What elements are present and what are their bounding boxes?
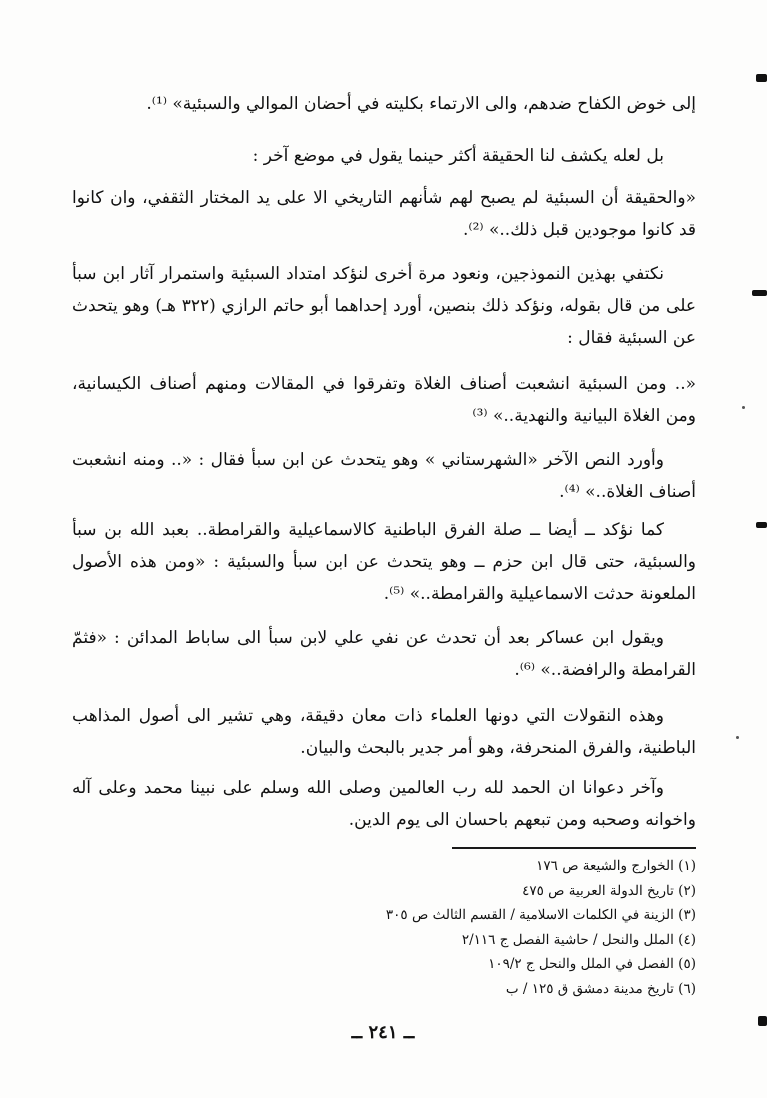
scan-edge-mark [756, 74, 767, 82]
paragraph-8: ويقول ابن عساكر بعد أن تحدث عن نفي علي لابن سبأ الى ساباط المدائن : «فثمّ القرامطة والرافضة..» ⁽⁶⁾. [72, 628, 696, 680]
paragraph-1: إلى خوض الكفاح ضدهم، والى الارتماء بكليته في أحضان الموالي والسبئية» ⁽¹⁾. [146, 94, 696, 114]
page-number: ــ ٢٤١ ــ [351, 1022, 415, 1043]
paragraph-7: كما نؤكد ــ أيضا ــ صلة الفرق الباطنية كالاسماعيلية والقرامطة.. بعبد الله بن سبأ والسبئية، حتى قال ابن حزم ــ وهو يتحدث عن ابن سبأ والسبئية : «ومن هذه الأصول الملعونة حدثت الاسماعيلية والقرامطة..» ⁽⁵⁾. [72, 520, 696, 604]
paragraph-10: وآخر دعوانا ان الحمد لله رب العالمين وصلى الله وسلم على نبينا محمد وعلى آله واخوانه وصحبه ومن تبعهم باحسان الى يوم الدين. [72, 778, 696, 830]
paragraph-9: وهذه النقولات التي دونها العلماء ذات معان دقيقة، وهي تشير الى أصول المذاهب الباطنية، والفرق المنحرفة، وهو أمر جدير بالبحث والبيان. [72, 706, 696, 758]
footnotes [300, 854, 696, 1001]
scan-edge-mark [752, 290, 767, 296]
paragraph-3-quote: «والحقيقة أن السبئية لم يصبح لهم شأنهم التاريخي الا على يد المختار الثقفي، وان كانوا قد كانوا موجودين قبل ذلك..» ⁽²⁾. [72, 188, 696, 240]
paragraph-5-quote: «.. ومن السبئية انشعبت أصناف الغلاة وتفرقوا في المقالات ومنهم أصناف الكيسانية، ومن الغلاة البيانية والنهدية..» ⁽³⁾ [72, 374, 696, 426]
scan-edge-mark [758, 1016, 767, 1026]
footnote-6: (٦) تاريخ مدينة دمشق ق ١٢٥ / ب [505, 980, 696, 997]
footnote-2: (٢) تاريخ الدولة العربية ص ٤٧٥ [522, 882, 696, 899]
footnote-4: (٤) الملل والنحل / حاشية الفصل ج ٢/١١٦ [461, 931, 696, 948]
footnote-3: (٣) الزينة في الكلمات الاسلامية / القسم الثالث ص ٣٠٥ [385, 907, 696, 923]
footnote-5: (٥) الفصل في الملل والنحل ج ١٠٩/٢ [488, 956, 696, 972]
scan-speck [736, 736, 739, 739]
scan-edge-mark [756, 522, 767, 528]
paragraph-6: وأورد النص الآخر «الشهرستاني » وهو يتحدث عن ابن سبأ فقال : «.. ومنه انشعبت أصناف الغلاة..» ⁽⁴⁾. [72, 450, 696, 502]
paragraph-2: بل لعله يكشف لنا الحقيقة أكثر حينما يقول في موضع آخر : [252, 146, 664, 166]
footnote-1: (١) الخوارج والشيعة ص ١٧٦ [536, 858, 696, 874]
scan-speck [742, 406, 745, 409]
paragraph-4: نكتفي بهذين النموذجين، ونعود مرة أخرى لنؤكد امتداد السبئية واستمرار آثار ابن سبأ على من قال بقوله، ونؤكد ذلك بنصين، أورد إحداهما أبو حاتم الرازي (٣٢٢ هـ) وهو يتحدث عن السبئية فقال : [72, 264, 696, 348]
footnote-separator [452, 847, 696, 849]
